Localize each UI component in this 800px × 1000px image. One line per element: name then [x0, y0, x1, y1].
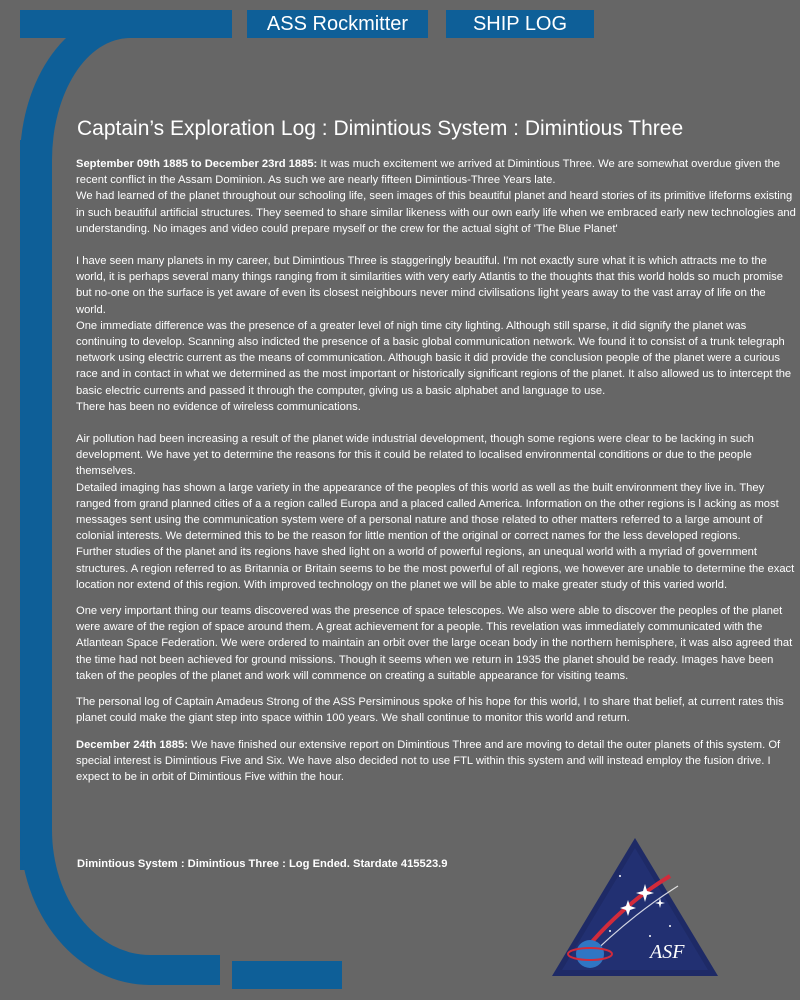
ship-name-tab[interactable]: ASS Rockmitter [247, 10, 428, 38]
frame-top-bar [20, 10, 232, 38]
entry-date: September 09th 1885 to December 23rd 1885: [76, 158, 318, 170]
entry-date: December 24th 1885: [76, 738, 188, 751]
log-paragraph: One immediate difference was the presence of a greater level of nigh time city lighting. Although still sparse, it did signify the planet was continuing to develop. Scanning also indicted the presence of a basic global communication network. We found it to consist of a trunk telegraph network using electric current as the means of communication. Although basic it did provide the conclusion people of the planet were a curious race and in contact in what we determined as the most important or historically significant regions of the planet. It also allowed us to intercept the basic electric currents and passed it through the computer, giving us a basic alphabet and language to use. [76, 319, 792, 397]
log-paragraph: There has been no evidence of wireless communications. [76, 400, 361, 413]
log-end-status: Dimintious System : Dimintious Three : Log Ended. Stardate 415523.9 [77, 858, 448, 870]
log-body [76, 156, 796, 795]
emblem-label: ASF [650, 941, 685, 963]
log-paragraph: The personal log of Captain Amadeus Strong of the ASS Persiminous spoke of his hope for this world, I to share that belief, at current rates this planet could make the giant step into space within 100 years. We shall continue to monitor this world and return. [76, 696, 784, 725]
log-paragraph: One very important thing our teams discovered was the presence of space telescopes. We also were able to discover the peoples of the planet were aware of the region of space around them. A great achievement for a people. This revelation was immediately communicated with the Atlantean Space Federation. We were ordered to maintain an orbit over the large ocean body in the northern hemisphere, it was also agreed that the time had not been achieved for ground missions. Though it seems when we return in 1935 the planet should be ready. Images have been taken of the peoples of the planet and work will commence on creating a suitable appearance for visiting teams. [76, 605, 793, 682]
log-paragraph: Air pollution had been increasing a result of the planet wide industrial development, though some regions were clear to be lacking in such development. We have yet to determine the reasons for this it could be related to localised environmental conditions or due to the people themselves. [76, 433, 754, 478]
page-title: Captain’s Exploration Log : Dimintious System : Dimintious Three [77, 117, 684, 140]
log-paragraph: Further studies of the planet and its regions have shed light on a world of powerful regions, an unequal world with a myriad of government structures. A region referred to as Britannia or Britain seems to be the most powerful of all regions, we however are unable to determine the exact location nor extend of this region. With improved technology on the planet we will be able to make greater study of this varied world. [76, 546, 795, 591]
entry-text: It was much excitement we arrived at Dimintious Three. We are somewhat overdue given the recent conflict in the Assam Dominion. As such we are nearly fifteen Dimintious-Three Years late. [76, 158, 781, 187]
ship-log-tab[interactable]: SHIP LOG [446, 10, 594, 38]
log-entry-first [76, 156, 796, 188]
log-paragraph: We had learned of the planet throughout our schooling life, seen images of this beautiful planet and heard stories of its primitive lifeforms existing in such beautiful artificial structures. They seemed to share similar likeness with our own early life when we embraced early new technologies and understanding. No images and video could prepare myself or the crew for the actual sight of 'The Blue Planet' [76, 190, 796, 235]
mission-emblem-icon [550, 836, 720, 978]
frame-left-bar [20, 140, 52, 870]
log-paragraph: Detailed imaging has shown a large variety in the appearance of the peoples of this world as well as the built environment they live in. They ranged from grand planned cities of a a region called Europa and a placed called America. Information on the other regions is l acking as most messages sent using the communication system were of a personal nature and those related to other matters referred to a large amount of colonial interests. We determined this to be the reason for little mention of the original or correct names for the less developed regions. [76, 481, 779, 543]
frame-bottom-block [232, 961, 342, 989]
frame-bottom-curve [20, 830, 220, 985]
entry-text: We have finished our extensive report on Dimintious Three and are moving to detail the outer planets of this system. Of special interest is Dimintious Five and Six. We have also decided not to use FTL within this system and will instead employ the fusion drive. I expect to be in orbit of Dimintious Five within the hour. [76, 738, 781, 783]
log-paragraph: I have seen many planets in my career, but Dimintious Three is staggeringly beautiful. I'm not exactly sure what it is which attracts me to the world, it is perhaps several many things ranging from it similarities with very early Atlantis to the thoughts that this world holds so much promise but no-one on the surface is yet aware of even its closest neighbours never mind civilisations light years away to the vast array of life on the world. [76, 255, 783, 316]
log-entry-second [76, 737, 796, 786]
